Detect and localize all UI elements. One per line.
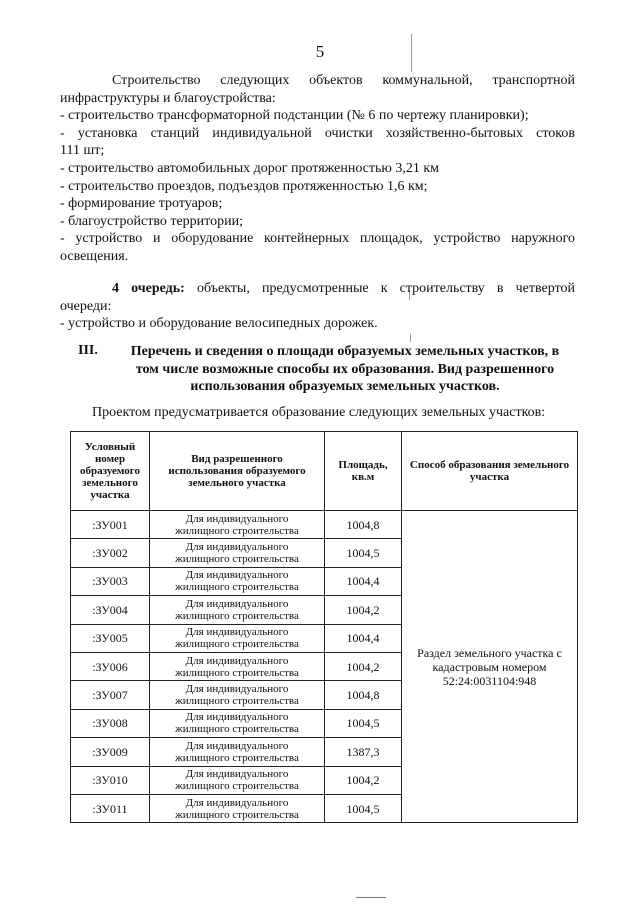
plot-number: :ЗУ011 xyxy=(71,794,150,822)
permitted-use-line-2: жилищного строительства xyxy=(175,723,299,736)
formation-method xyxy=(402,511,578,823)
formation-method-line-2: кадастровым номером xyxy=(432,659,547,674)
permitted-use-line-1: Для индивидуального xyxy=(185,569,289,582)
plot-number: :ЗУ005 xyxy=(71,624,150,652)
permitted-use xyxy=(150,596,325,624)
permitted-use-line-2: жилищного строительства xyxy=(175,638,299,651)
permitted-use-line-1: Для индивидуального xyxy=(185,541,289,554)
plot-area: 1004,5 xyxy=(325,794,402,822)
permitted-use xyxy=(150,709,325,737)
scan-mark xyxy=(410,334,411,342)
section-title xyxy=(118,343,572,396)
intro-line-2: инфраструктуры и благоустройства: xyxy=(60,90,276,106)
plot-number: :ЗУ007 xyxy=(71,681,150,709)
list-item-sidewalks: - формирование тротуаров; xyxy=(60,196,223,212)
formation-method-line-1: Раздел земельного участка с xyxy=(417,645,562,660)
permitted-use-line-2: жилищного строительства xyxy=(175,695,299,708)
header-formation-method: Способ образования земельного участка xyxy=(402,432,578,511)
page-number: 5 xyxy=(315,42,325,61)
section-title-line-3: использования образуемых земельных участков. xyxy=(190,379,500,395)
permitted-use-line-2: жилищного строительства xyxy=(175,751,299,764)
plot-number: :ЗУ001 xyxy=(71,511,150,539)
queue4-item-bike-paths: - устройство и оборудование велосипедных дорожек. xyxy=(60,316,378,332)
plot-number: :ЗУ010 xyxy=(71,766,150,794)
plot-area: 1004,4 xyxy=(325,624,402,652)
plot-number: :ЗУ004 xyxy=(71,596,150,624)
permitted-use-line-1: Для индивидуального xyxy=(185,796,289,809)
plot-number: :ЗУ003 xyxy=(71,567,150,595)
permitted-use-line-2: жилищного строительства xyxy=(175,808,299,821)
plot-area: 1004,8 xyxy=(325,511,402,539)
list-item-treatment-line-1: - установка станций индивидуальной очистки хозяйственно-бытовых стоков xyxy=(60,125,575,141)
plot-area: 1387,3 xyxy=(325,738,402,766)
header-permitted-use: Вид разрешенного использования образуемого земельного участка xyxy=(150,432,325,511)
plot-area: 1004,8 xyxy=(325,681,402,709)
plot-number: :ЗУ006 xyxy=(71,652,150,680)
plot-number: :ЗУ008 xyxy=(71,709,150,737)
permitted-use xyxy=(150,652,325,680)
land-plots-table xyxy=(70,431,578,823)
permitted-use-line-1: Для индивидуального xyxy=(185,768,289,781)
plot-area: 1004,2 xyxy=(325,652,402,680)
list-item-substation: - строительство трансформаторной подстанции (№ 6 по чертежу планировки); xyxy=(60,108,529,124)
scan-margin-line xyxy=(411,34,412,72)
permitted-use-line-2: жилищного строительства xyxy=(175,666,299,679)
queue4-text: объекты, предусмотренные к строительству в четвертой xyxy=(184,281,575,296)
list-item-driveways: - строительство проездов, подъездов протяженностью 1,6 км; xyxy=(60,178,428,194)
list-item-containers-line-1: - устройство и оборудование контейнерных площадок, устройство наружного xyxy=(60,231,575,247)
permitted-use-line-2: жилищного строительства xyxy=(175,609,299,622)
plot-number: :ЗУ002 xyxy=(71,539,150,567)
permitted-use xyxy=(150,794,325,822)
permitted-use xyxy=(150,567,325,595)
table-intro: Проектом предусматривается образование следующих земельных участков: xyxy=(92,405,546,420)
table-row xyxy=(71,511,578,539)
permitted-use-line-1: Для индивидуального xyxy=(185,711,289,724)
permitted-use-line-1: Для индивидуального xyxy=(185,626,289,639)
plot-area: 1004,5 xyxy=(325,709,402,737)
table-header-row xyxy=(71,432,578,511)
permitted-use-line-1: Для индивидуального xyxy=(185,683,289,696)
queue4-line-2: очереди: xyxy=(60,298,112,314)
permitted-use xyxy=(150,624,325,652)
header-plot-number: Условный номер образуемого земельного участка xyxy=(71,432,150,511)
permitted-use-line-2: жилищного строительства xyxy=(175,581,299,594)
permitted-use-line-1: Для индивидуального xyxy=(185,654,289,667)
queue4-label: 4 очередь: xyxy=(112,281,185,296)
formation-method-line-3: 52:24:0031104:948 xyxy=(442,673,537,688)
permitted-use-line-2: жилищного строительства xyxy=(175,780,299,793)
permitted-use xyxy=(150,511,325,539)
header-area: Площадь, кв.м xyxy=(325,432,402,511)
permitted-use xyxy=(150,539,325,567)
plot-area: 1004,2 xyxy=(325,596,402,624)
plot-area: 1004,5 xyxy=(325,539,402,567)
plot-number: :ЗУ009 xyxy=(71,738,150,766)
section-title-line-2: том числе возможные способы их образования. Вид разрешенного xyxy=(135,361,555,377)
permitted-use-line-1: Для индивидуального xyxy=(185,597,289,610)
list-item-containers-line-2: освещения. xyxy=(60,249,129,264)
permitted-use-line-2: жилищного строительства xyxy=(175,553,299,566)
list-item-roads: - строительство автомобильных дорог протяженностью 3,21 км xyxy=(60,161,440,176)
section-number: III. xyxy=(78,343,98,358)
permitted-use xyxy=(150,738,325,766)
permitted-use xyxy=(150,681,325,709)
intro-line-1: Строительство следующих объектов коммунальной, транспортной xyxy=(112,73,575,88)
section-title-line-1: Перечень и сведения о площади образуемых земельных участков, в xyxy=(130,344,560,359)
page-footer-mark xyxy=(356,897,386,898)
list-item-landscaping: - благоустройство территории; xyxy=(60,213,243,229)
queue4-paragraph xyxy=(60,280,575,298)
plot-area: 1004,2 xyxy=(325,766,402,794)
list-item-treatment-line-2: 111 шт; xyxy=(60,143,105,159)
permitted-use-line-1: Для индивидуального xyxy=(185,739,289,752)
permitted-use-line-1: Для индивидуального xyxy=(185,512,289,525)
plot-area: 1004,4 xyxy=(325,567,402,595)
permitted-use xyxy=(150,766,325,794)
permitted-use-line-2: жилищного строительства xyxy=(175,524,299,537)
